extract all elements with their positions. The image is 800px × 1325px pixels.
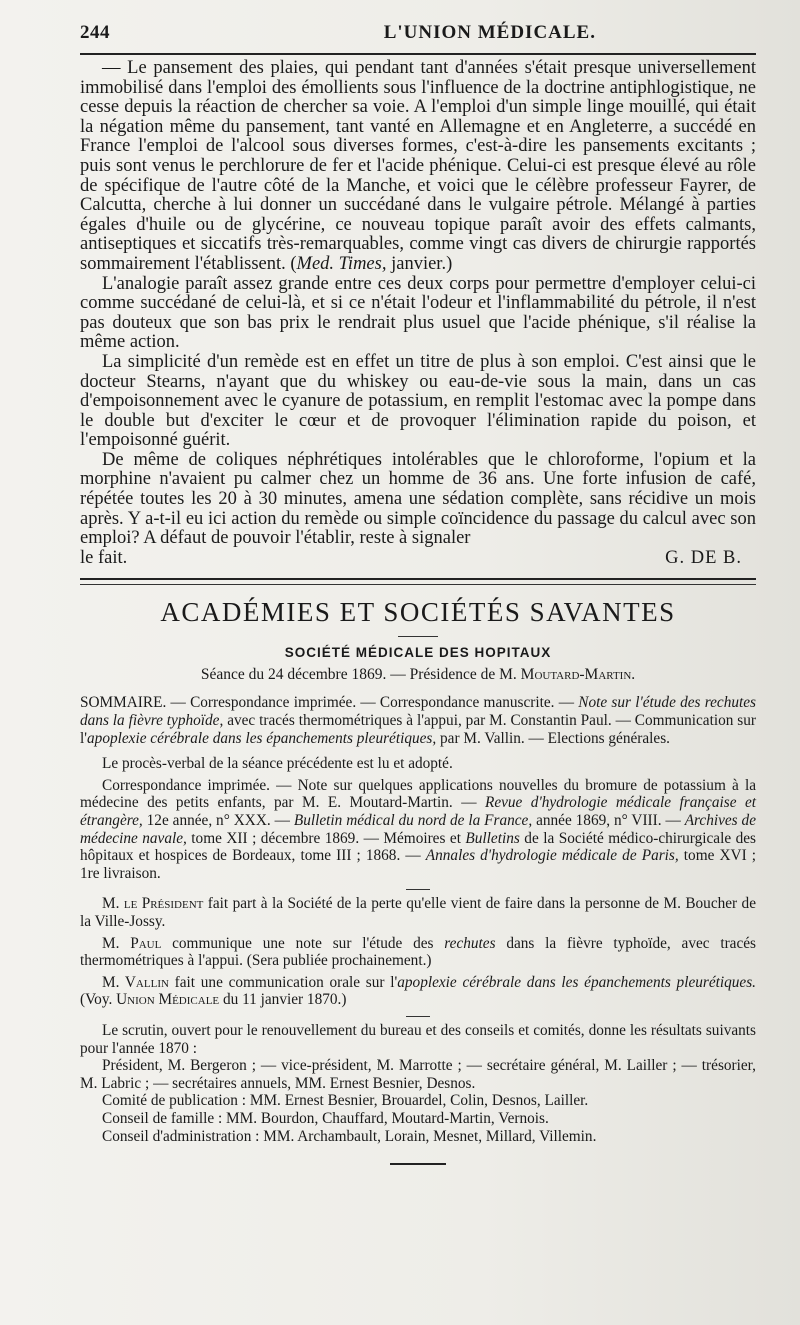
article-body <box>80 59 756 568</box>
page-number: 244 <box>80 22 110 43</box>
end-rule <box>390 1163 446 1165</box>
elections-intro: Le scrutin, ouvert pour le renouvellement du bureau et des conseils et comités, donne les résultats suivants pour l'année 1870 : <box>80 1021 756 1057</box>
separator-rule <box>406 889 430 890</box>
section-rule <box>80 578 756 580</box>
correspondance-imprimee: Correspondance imprimée. — Note sur quelques applications nouvelles du bromure de potassium à la médecine des petits enfants, par M. E. Moutard-Martin. — Revue d'hydrologie médicale française et étrangère, 12e année, n° XXX. — Bulletin médical du nord de la France, année 1869, n° VIII. — Archives de médecine navale, tome XII ; décembre 1869. — Mémoires et Bulletins de la Société médico-chirurgicale des hôpitaux et hospices de Bordeaux, tome III ; 1868. — Annales d'hydrologie médicale de Paris, tome XVI ; 1re livraison. <box>80 776 757 882</box>
signature-line <box>80 549 756 569</box>
summary-block <box>80 694 756 747</box>
title-ornament <box>398 636 438 637</box>
proces-verbal: Le procès-verbal de la séance précédente est lu et adopté. <box>102 755 453 773</box>
journal-title: L'UNION MÉDICALE. <box>383 22 596 43</box>
spacer <box>80 747 756 755</box>
society-name: SOCIÉTÉ MÉDICALE DES HOPITAUX <box>284 645 552 661</box>
section-title: ACADÉMIES ET SOCIÉTÉS SAVANTES <box>160 597 676 628</box>
paragraph-analogie: L'analogie paraît assez grande entre ces deux corps pour permettre d'employer celui-ci comme succédané de celui-là, et si ce n'était l'odeur et l'inflammabilité du pétrole, il n'est pas douteux que son bas prix le rendrait plus usuel que l'acide phénique, s'il réalise la même action. <box>80 273 756 353</box>
author-signature: G. DE B. <box>665 547 742 568</box>
seance-line: Séance du 24 décembre 1869. — Présidence de M. Moutard-Martin. <box>200 666 636 684</box>
president-announcement: M. le Président fait part à la Société de la perte qu'elle vient de faire dans la personne de M. Boucher de la Ville-Jossy. <box>80 895 756 930</box>
president-name: Moutard-Martin. <box>520 666 636 684</box>
closing-text: le fait. <box>80 547 128 568</box>
elections-bureau: Président, M. Bergeron ; — vice-président, M. Marrotte ; — secrétaire général, M. Lailler ; — trésorier, M. Labric ; — secrétaires annuels, MM. Ernest Besnier, Desnos. <box>80 1057 756 1092</box>
section-rule-thin <box>80 584 756 585</box>
header-rule <box>80 53 756 55</box>
paul-communication: M. Paul communique une note sur l'étude des rechutes dans la fièvre typhoïde, avec tracés thermométriques à l'appui. (Sera publiée prochainement.) <box>80 934 756 970</box>
paragraph-simplicite: La simplicité d'un remède est en effet un titre de plus à son emploi. C'est ainsi que le docteur Stearns, n'ayant que du whiskey ou eau-de-vie sous la main, dans un cas d'empoisonnement avec le cyanure de potassium, en remplit l'estomac avec la pompe dans le double but d'exciter le cœur et de provoquer l'élimination rapide du poison, et l'empoisonné guérit. <box>80 351 756 451</box>
summary-label: SOMMAIRE. <box>80 694 167 712</box>
elections-famille: Conseil de famille : MM. Bourdon, Chauffard, Moutard-Martin, Vernois. <box>102 1109 549 1127</box>
running-head <box>80 22 756 44</box>
paragraph-coliques: De même de coliques néphrétiques intolérables que le chloroforme, l'opium et la morphine n'avaient pu calmer chez un homme de 36 ans. Une forte infusion de café, répétée toutes les 20 à 30 minutes, amena une sédation complète, sans récidive un mois après. Y a-t-il eu ici action du remède ou simple coïncidence du passage du calcul avec son emploi? A défaut de pouvoir l'établir, reste à signaler <box>80 449 756 549</box>
elections-publication: Comité de publication : MM. Ernest Besnier, Brouardel, Colin, Desnos, Lailler. <box>102 1092 589 1110</box>
separator-rule <box>406 1016 430 1017</box>
paragraph-pansement: — Le pansement des plaies, qui pendant tant d'années s'était presque universellement immobilisé dans l'emploi des émollients sous l'influence de la doctrine antiphlogistique, ne cesse depuis la réaction de chercher sa voie. A l'emploi d'un simple linge mouillé, qui était la négation même du pansement, tant vanté en Allemagne et en Angleterre, a succédé en France l'emploi de l'alcool sous diverses formes, c'est-à-dire les pansements excitants ; puis sont venus le perchlorure de fer et l'acide phénique. Celui-ci est presque élevé au rôle de spécifique de l'autre côté de la Manche, et voici que le célèbre professeur Fayrer, de Calcutta, cherche à lui donner un succédané dans le vulgaire pétrole. Mélangé à parties égales d'huile ou de glycérine, ce nouveau topique paraît avoir des effets calmants, antiseptiques et siccatifs très-remarquables, comme vingt cas divers de chirurgie rapportés sommairement l'établissent. (Med. Times, janvier.) <box>80 58 756 274</box>
vallin-communication: M. Vallin fait une communication orale sur l'apoplexie cérébrale dans les épanchements pleurétiques. (Voy. Union Médicale du 11 janvier 1870.) <box>80 973 756 1009</box>
proceedings <box>80 694 756 1145</box>
source-citation: Med. Times, <box>296 253 387 274</box>
elections-administration: Conseil d'administration : MM. Archambault, Lorain, Mesnet, Millard, Villemin. <box>102 1127 597 1145</box>
summary-paragraph: SOMMAIRE. — Correspondance imprimée. — Correspondance manuscrite. — Note sur l'étude des rechutes dans la fièvre typhoïde, avec tracés thermométriques à l'appui, par M. Constantin Paul. — Communication sur l'apoplexie cérébrale dans les épanchements pleurétiques, par M. Vallin. — Elections générales. <box>80 694 756 747</box>
